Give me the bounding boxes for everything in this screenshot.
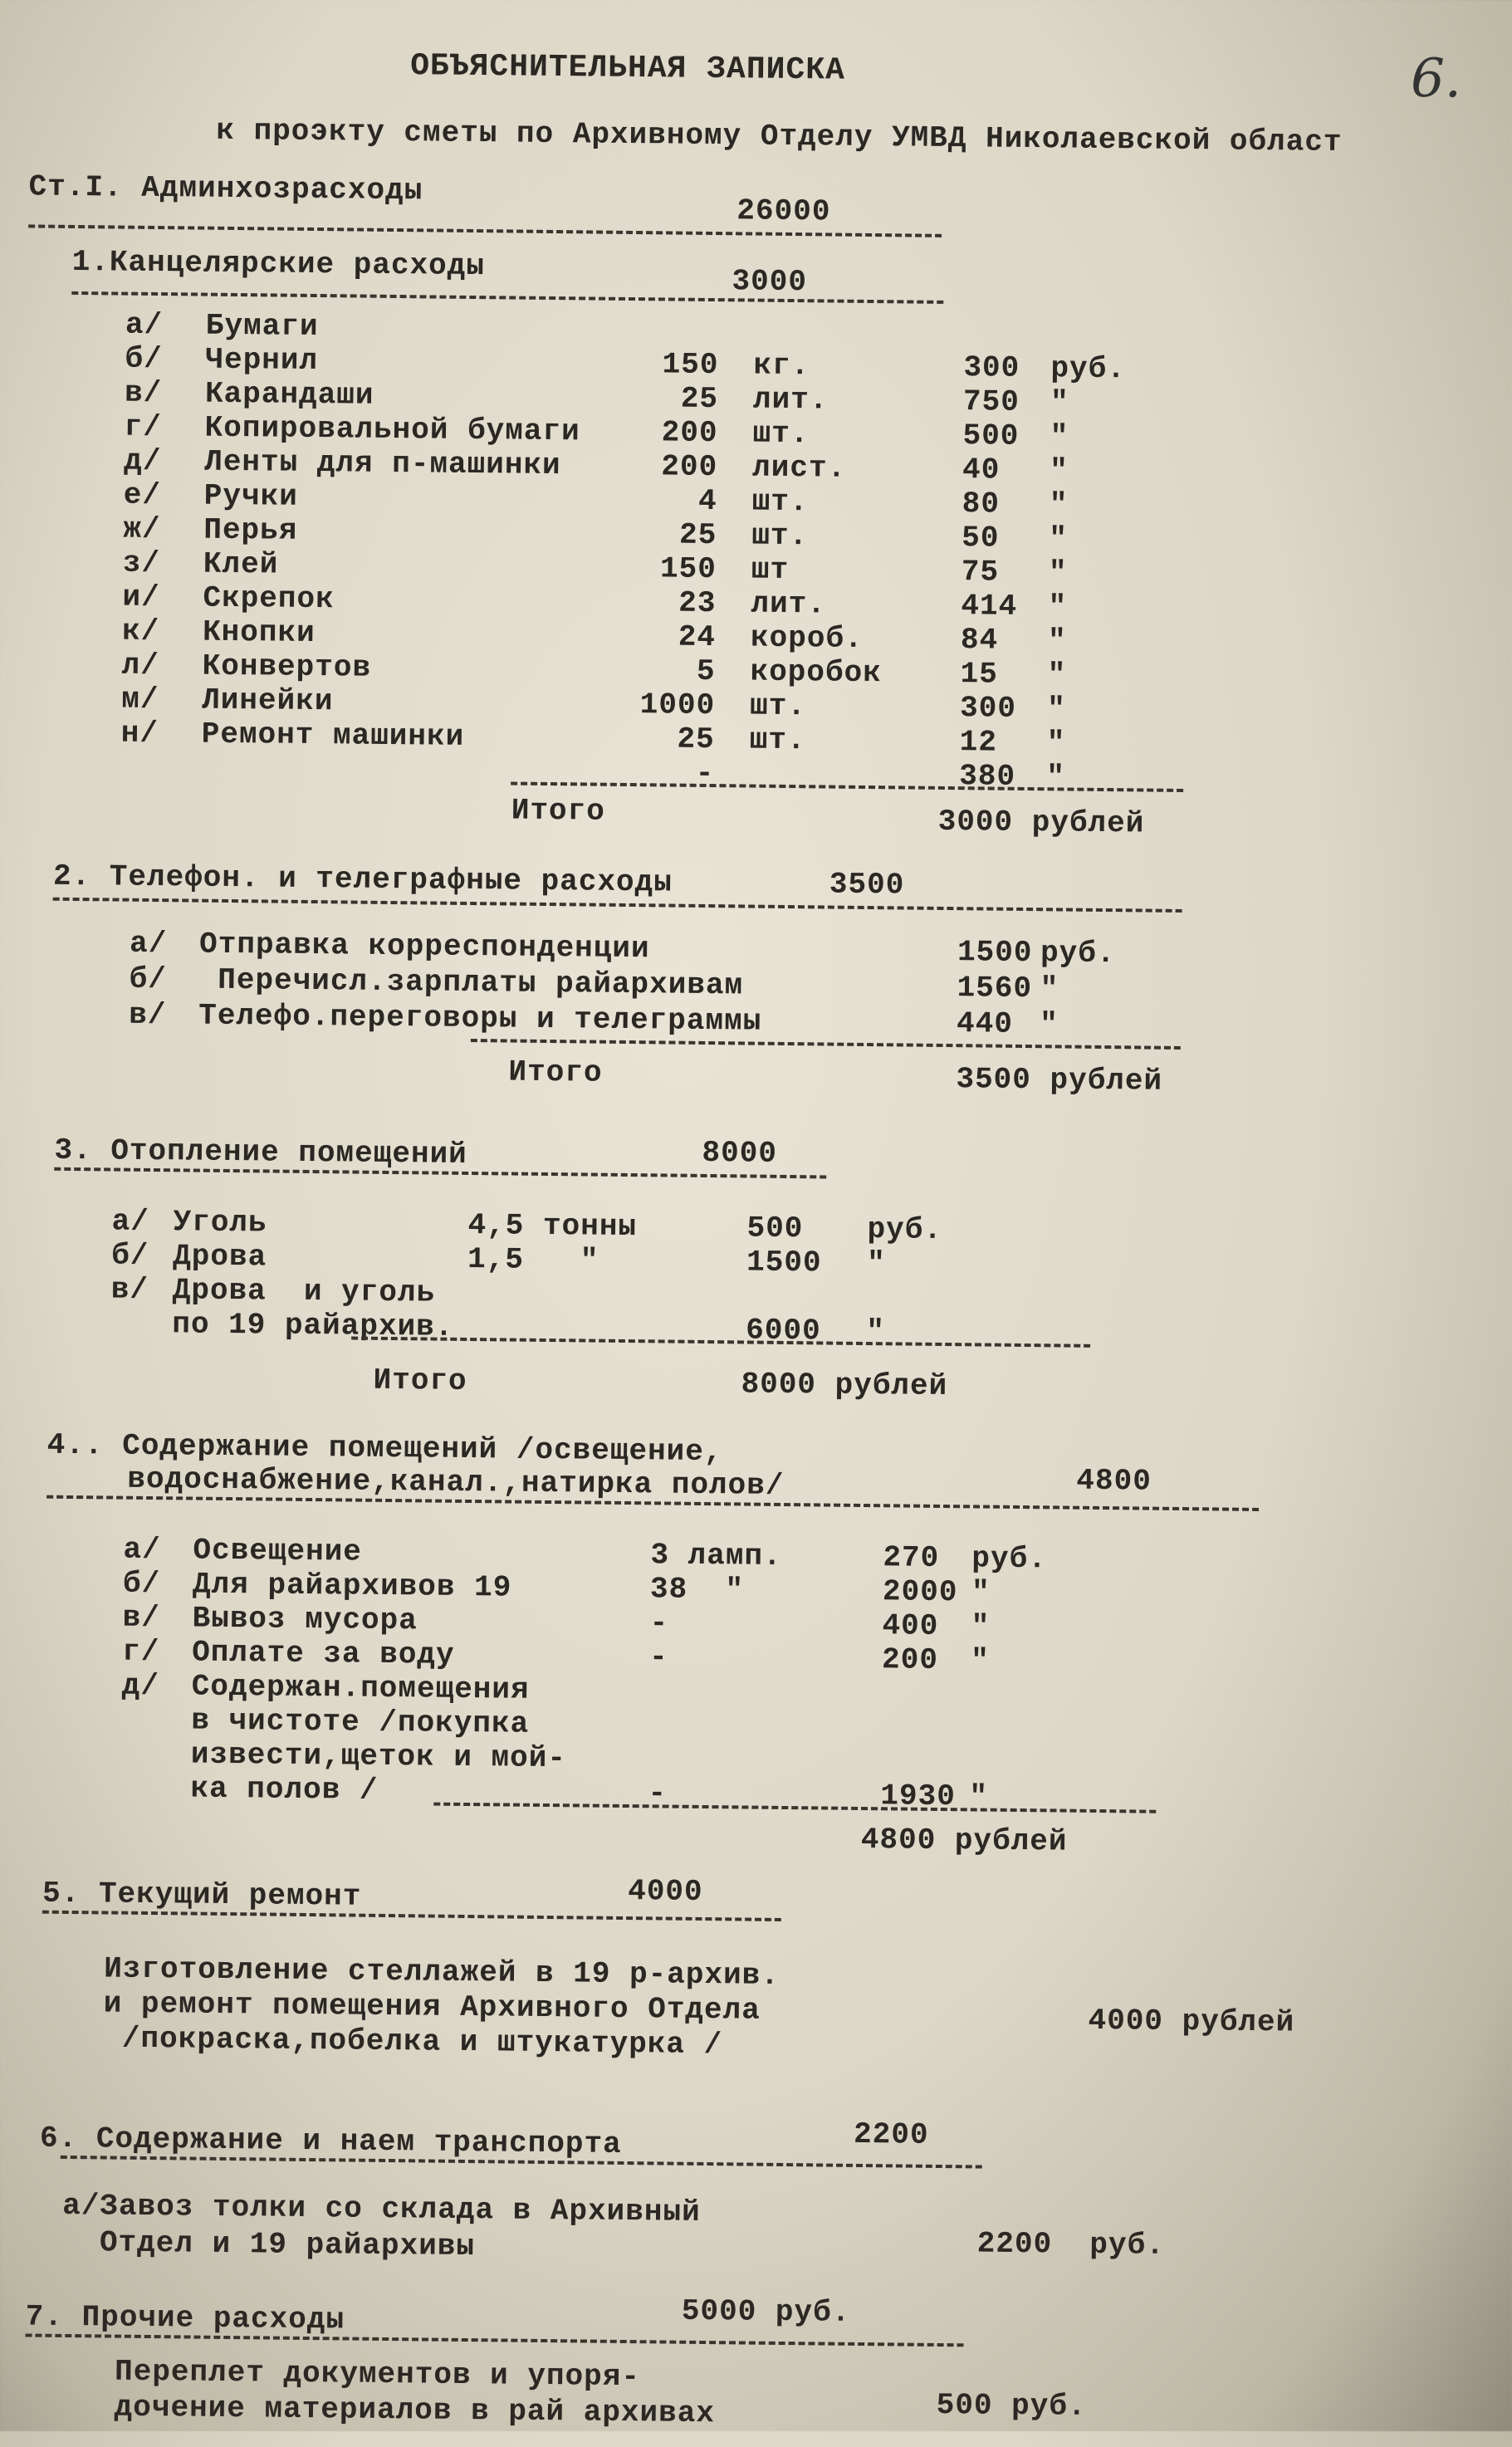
divider xyxy=(71,291,943,304)
section-5-line: и ремонт помещения Архивного Отдела xyxy=(103,1986,761,2028)
item-letter: б/ xyxy=(125,341,163,377)
section-1-amount: 3000 xyxy=(732,264,808,300)
section-3-amount: 8000 xyxy=(702,1135,778,1171)
item-qty: 3 ламп. xyxy=(650,1538,782,1573)
divider xyxy=(471,1039,1181,1050)
document-title: ОБЪЯСНИТЕЛЬНАЯ ЗАПИСКА xyxy=(409,48,846,89)
item-unit: коробок xyxy=(750,654,883,691)
divider xyxy=(42,1911,781,1921)
item-cur: " xyxy=(971,1575,991,1610)
item-qty: 25 xyxy=(680,381,719,417)
item-qty: 150 xyxy=(662,347,719,383)
item-name: Кнопки xyxy=(202,614,316,651)
item-amount: 6000 xyxy=(746,1313,821,1348)
item-qty: 38 " xyxy=(649,1572,745,1608)
item-amount: 15 xyxy=(960,657,998,692)
item-name: Вывоз мусора xyxy=(192,1601,418,1638)
section-2-amount: 3500 xyxy=(829,867,905,903)
item-amount: 1500 xyxy=(957,935,1033,971)
item-amount: 414 xyxy=(961,589,1018,624)
item-unit: шт. xyxy=(749,688,807,724)
item-name: Бумаги xyxy=(205,308,319,345)
item-amount: 12 xyxy=(959,725,998,760)
item-qty: 5 xyxy=(696,653,716,689)
item-letter: л/ xyxy=(121,648,160,683)
article-label: Ст.I. Админхозрасходы xyxy=(28,169,423,208)
item-cur: " xyxy=(1046,692,1066,727)
item-qty: 25 xyxy=(677,722,715,757)
item-amount: 84 xyxy=(960,623,999,658)
item-letter: е/ xyxy=(123,477,162,513)
item-amount: 2000 xyxy=(882,1574,958,1610)
divider xyxy=(26,2333,964,2347)
item-letter: а/ xyxy=(123,1532,161,1568)
item-qty: 150 xyxy=(659,551,717,587)
item-cur: " xyxy=(866,1314,886,1349)
section-4-amount: 4800 xyxy=(1076,1463,1152,1499)
item-cur: " xyxy=(1046,760,1066,795)
item-unit: лит. xyxy=(752,382,829,418)
item-name: Ленты для п-машинки xyxy=(203,444,561,483)
divider xyxy=(433,1803,1156,1813)
item-amount: 200 xyxy=(881,1642,939,1677)
section-1-total-label: Итого xyxy=(511,793,606,829)
item-amount: 1500 xyxy=(746,1245,822,1280)
item-letter: м/ xyxy=(120,682,159,717)
item-unit: лит. xyxy=(751,586,827,622)
item-letter: г/ xyxy=(121,1634,160,1670)
item-cur: " xyxy=(1049,453,1069,488)
item-amount: 1930 xyxy=(880,1779,957,1814)
item-qty: 200 xyxy=(661,415,718,451)
item-qty: 1000 xyxy=(639,688,716,723)
item-name: Перья xyxy=(203,512,298,548)
item-qty: 200 xyxy=(661,449,718,485)
item-qty: 23 xyxy=(678,585,717,621)
item-qty: 4,5 тонны xyxy=(467,1207,638,1245)
item-amount: 400 xyxy=(882,1608,939,1643)
item-cur: " xyxy=(866,1246,886,1281)
section-2-total-label: Итого xyxy=(508,1055,603,1090)
item-cur: " xyxy=(1048,590,1068,624)
item-name: Ручки xyxy=(203,478,299,514)
item-name: Линейки xyxy=(201,683,334,719)
item-unit: шт. xyxy=(749,722,806,758)
item-name: Конвертов xyxy=(202,648,372,685)
item-letter: в/ xyxy=(128,997,167,1033)
section-7-line: Переплет документов и упоря- xyxy=(114,2354,641,2395)
item-amount: 500 xyxy=(962,418,1020,453)
section-5-line: Изготовление стеллажей в 19 р-архив. xyxy=(103,1951,780,1993)
item-letter: и/ xyxy=(122,580,160,615)
item-amount: 40 xyxy=(962,453,1001,487)
item-name: Телефо.переговоры и телеграммы xyxy=(198,998,762,1039)
section-5-total: 4000 рублей xyxy=(1088,2003,1295,2040)
item-name: Содержан.помещения xyxy=(191,1669,530,1707)
item-name: Копировальной бумаги xyxy=(204,410,580,449)
item-cur: " xyxy=(1046,726,1066,761)
section-7-line: дочение материалов в рай архивах xyxy=(114,2390,716,2431)
item-letter: б/ xyxy=(122,1566,161,1602)
item-letter: б/ xyxy=(129,962,168,997)
item-cur: " xyxy=(1049,521,1069,556)
item-name: Клей xyxy=(203,546,279,582)
item-cur: руб. xyxy=(971,1541,1048,1577)
item-unit: шт. xyxy=(751,518,809,554)
item-qty: 24 xyxy=(678,619,717,655)
item-name: Дрова и уголь xyxy=(172,1273,436,1310)
item-letter: а/ xyxy=(129,926,168,962)
item-qty: - xyxy=(649,1606,669,1641)
section-6-line: Отдел и 19 райархивы xyxy=(61,2224,476,2264)
section-4-label-line2: водоснабжение,канал.,натирка полов/ xyxy=(127,1461,785,1503)
section-3-label: 3. Отопление помещений xyxy=(54,1133,467,1172)
item-letter: г/ xyxy=(124,409,163,445)
section-5-amount: 4000 xyxy=(627,1874,703,1909)
section-3-total-label: Итого xyxy=(373,1363,467,1398)
article-amount: 26000 xyxy=(736,193,831,229)
item-qty: - xyxy=(695,756,715,791)
item-letter: ж/ xyxy=(123,511,161,547)
item-letter: а/ xyxy=(125,307,164,343)
item-letter: д/ xyxy=(121,1668,160,1704)
item-amount: 75 xyxy=(961,555,1000,590)
item-letter: д/ xyxy=(123,443,162,479)
item-name: Карандаши xyxy=(204,376,374,413)
item-letter: к/ xyxy=(121,614,160,649)
item-amount: 380 xyxy=(959,759,1016,794)
item-qty: 25 xyxy=(678,517,717,553)
divider xyxy=(53,898,1182,913)
item-letter: в/ xyxy=(122,1600,161,1636)
item-unit: кг. xyxy=(753,348,810,384)
item-cur: руб. xyxy=(1040,936,1116,971)
section-5-line: /покраска,побелка и штукатурка / xyxy=(103,2021,723,2063)
item-letter: з/ xyxy=(122,546,161,581)
section-6-label: 6. Содержание и наем транспорта xyxy=(39,2121,622,2161)
item-name: ка полов / xyxy=(190,1771,379,1808)
section-3-total: 8000 рублей xyxy=(741,1367,948,1404)
item-amount: 270 xyxy=(883,1540,940,1575)
item-name: извести,щеток и мой- xyxy=(190,1737,567,1776)
section-1-total: 3000 рублей xyxy=(937,804,1145,841)
item-unit: лист. xyxy=(751,450,847,486)
divider xyxy=(351,1337,1090,1348)
item-name: в чистоте /покупка xyxy=(191,1703,530,1741)
item-cur: " xyxy=(970,1643,990,1678)
item-amount: 80 xyxy=(962,487,1001,521)
item-unit: короб. xyxy=(750,620,864,656)
item-qty: - xyxy=(648,1640,668,1675)
item-unit: шт xyxy=(751,552,790,587)
item-cur: " xyxy=(1049,487,1069,522)
item-cur: " xyxy=(1050,419,1069,454)
item-cur: " xyxy=(1040,971,1059,1006)
item-qty: - xyxy=(648,1776,668,1811)
document-subtitle: к проэкту сметы по Архивному Отделу УМВД Николаевской област xyxy=(216,113,1343,159)
item-amount: 500 xyxy=(746,1211,804,1246)
item-letter: в/ xyxy=(124,375,163,411)
item-name: Дрова xyxy=(172,1239,267,1275)
item-name: Ремонт машинки xyxy=(201,717,465,754)
item-amount: 1560 xyxy=(957,971,1033,1006)
section-6-amount: 2200 xyxy=(853,2117,929,2152)
item-letter: н/ xyxy=(120,716,159,751)
item-cur: " xyxy=(1039,1007,1059,1042)
section-4-label-line1: 4.. Содержание помещений /освещение, xyxy=(46,1427,723,1470)
item-letter: а/ xyxy=(111,1204,150,1239)
section-6-line: а/Завоз толки со склада в Архивный xyxy=(61,2188,701,2229)
item-cur: " xyxy=(969,1779,989,1814)
section-7-amount: 5000 руб. xyxy=(681,2293,851,2330)
item-name: Освещение xyxy=(193,1533,363,1569)
item-name: Перечисл.зарплаты райархивам xyxy=(198,962,744,1003)
section-1-label: 1.Канцелярские расходы xyxy=(71,244,486,284)
item-name: Чернил xyxy=(205,342,319,379)
item-name: Для райархивов 19 xyxy=(192,1567,512,1605)
item-qty: 4 xyxy=(697,483,717,519)
item-unit: шт. xyxy=(751,484,809,520)
page-number: 6. xyxy=(1410,47,1462,110)
item-letter: б/ xyxy=(110,1238,149,1273)
item-cur: " xyxy=(971,1609,991,1644)
item-unit: шт. xyxy=(752,416,810,452)
item-name: Уголь xyxy=(173,1205,267,1241)
item-cur: руб. xyxy=(1050,351,1127,387)
item-name: Скрепок xyxy=(203,580,335,617)
item-amount: 750 xyxy=(962,384,1020,419)
item-amount: 50 xyxy=(962,521,1000,555)
item-letter: в/ xyxy=(110,1272,149,1307)
section-6-total: 2200 руб. xyxy=(976,2226,1166,2263)
item-cur: " xyxy=(1050,385,1069,420)
item-name: Оплате за воду xyxy=(191,1635,455,1672)
item-name: по 19 райархив. xyxy=(172,1307,454,1344)
item-amount: 300 xyxy=(963,350,1020,385)
item-name: Отправка корреспонденции xyxy=(198,927,650,967)
item-cur: руб. xyxy=(867,1212,943,1247)
item-cur: " xyxy=(1047,624,1067,658)
section-5-label: 5. Текущий ремонт xyxy=(42,1876,362,1914)
section-2-total: 3500 рублей xyxy=(956,1062,1163,1099)
section-2-label: 2. Телефон. и телеграфные расходы xyxy=(52,859,673,900)
item-cur: " xyxy=(1047,658,1067,693)
item-qty: 1,5 " xyxy=(467,1241,599,1278)
section-7-total: 500 руб. xyxy=(936,2387,1087,2424)
section-4-total: 4800 рублей xyxy=(860,1822,1068,1859)
item-amount: 440 xyxy=(956,1006,1014,1041)
item-amount: 300 xyxy=(959,691,1017,726)
section-7-label: 7. Прочие расходы xyxy=(25,2299,345,2337)
item-cur: " xyxy=(1048,555,1068,590)
